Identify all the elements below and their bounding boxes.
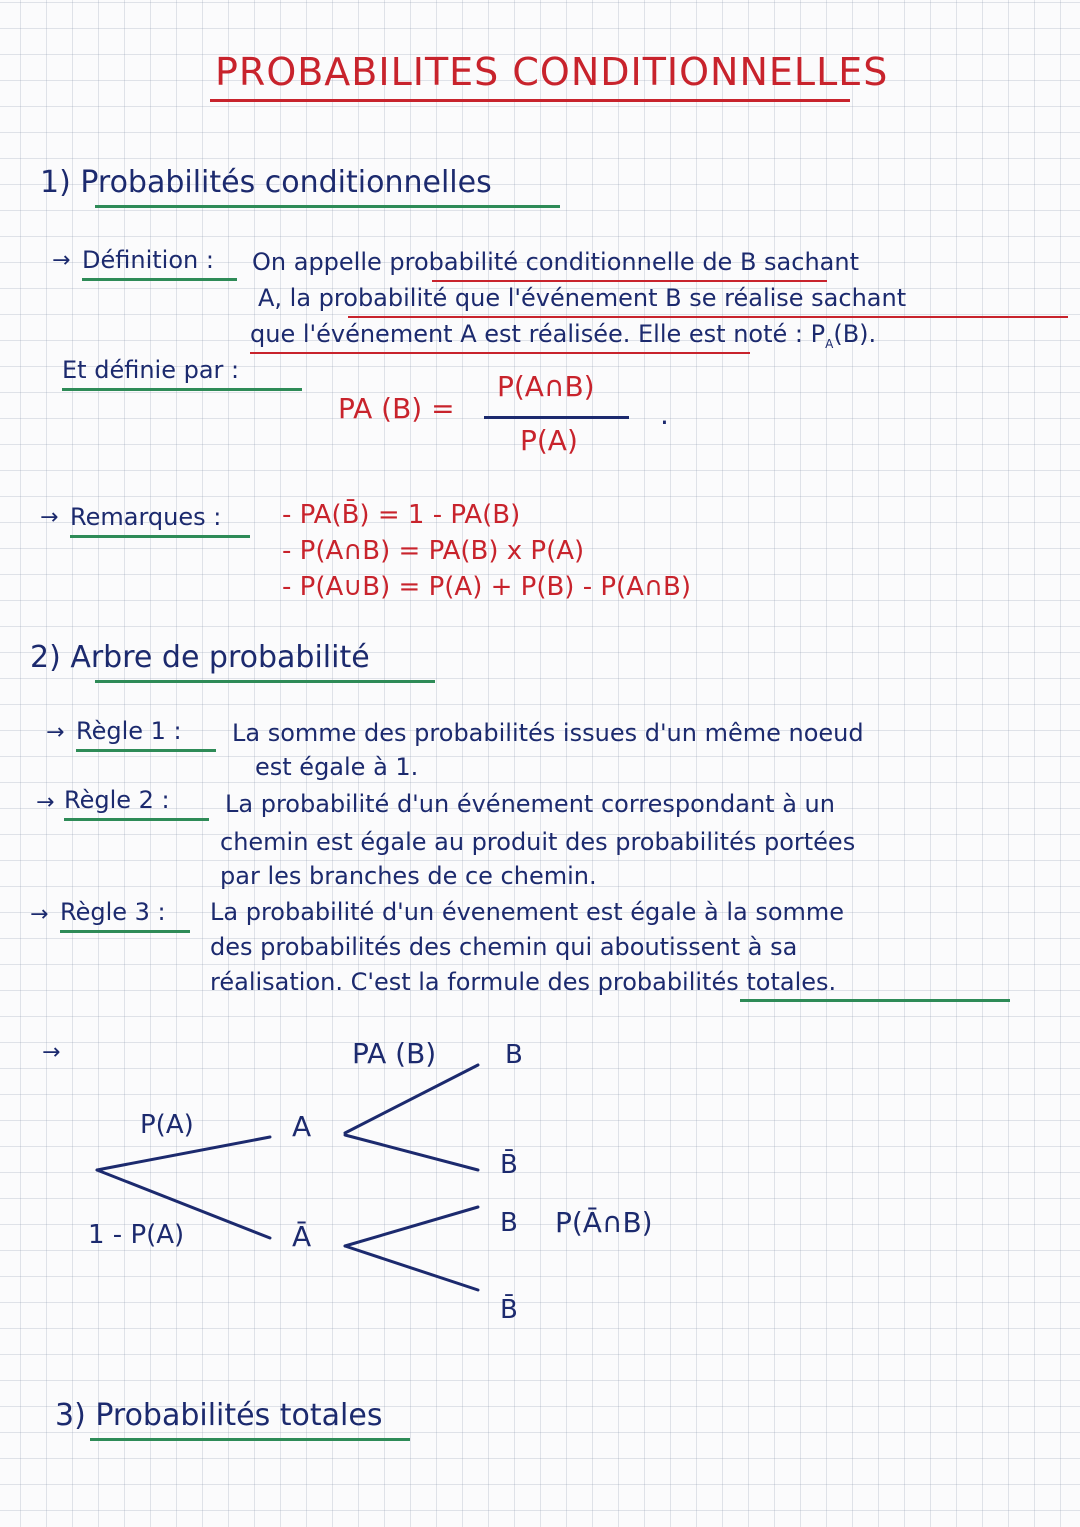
rule-1-label: Règle 1 : xyxy=(76,717,182,745)
definition-line-2: A, la probabilité que l'événement B se réalise sachant xyxy=(258,284,907,312)
definition-by-underline xyxy=(62,388,302,391)
rule-1-line-1: La somme des probabilités issues d'un même noeud xyxy=(232,719,864,747)
remark-2: - P(A∩B) = PA(B) x P(A) xyxy=(282,536,585,566)
rule-2-line-3: par les branches de ce chemin. xyxy=(220,862,597,890)
definition-red-underline-3 xyxy=(250,352,750,354)
section-2-heading: 2) Arbre de probabilité xyxy=(30,640,370,675)
rule-3-underline xyxy=(60,930,190,933)
definition-line-3: que l'événement A est réalisée. Elle est noté : $P_A(B)$. xyxy=(250,320,877,351)
section-3-underline xyxy=(90,1438,410,1441)
rule-1-underline xyxy=(76,749,216,752)
tree-node-bbar-2: B̄ xyxy=(500,1295,518,1325)
branch-abar-bbar xyxy=(345,1246,478,1290)
formula-numerator: P(A∩B) xyxy=(497,370,595,403)
rule-3-line-3: réalisation. C'est la formule des probabilités totales. xyxy=(210,968,837,996)
arrow-icon: → xyxy=(30,902,49,927)
formula-fraction-bar xyxy=(484,416,629,419)
remark-3: - P(A∪B) = P(A) + P(B) - P(A∩B) xyxy=(282,572,691,602)
tree-node-b-1: B xyxy=(505,1040,523,1070)
definition-label: Définition : xyxy=(82,246,214,274)
page-title: PROBABILITES CONDITIONNELLES xyxy=(215,50,889,94)
definition-red-underline-2 xyxy=(348,316,1068,318)
remark-1: - PA(B̄) = 1 - PA(B) xyxy=(282,500,521,530)
definition-red-underline-1 xyxy=(432,280,827,282)
branch-a xyxy=(97,1137,270,1170)
section-3-heading: 3) Probabilités totales xyxy=(55,1398,383,1433)
tree-label-pa: P(A) xyxy=(140,1110,194,1140)
rule-2-line-1: La probabilité d'un événement correspondant à un xyxy=(225,790,835,818)
arrow-icon: → xyxy=(46,720,65,745)
tree-node-abar: Ā xyxy=(292,1220,312,1253)
tree-label-pabarb: P(Ā∩B) xyxy=(555,1206,653,1239)
rule-1-line-2: est égale à 1. xyxy=(255,753,419,781)
tree-label-one-minus-pa: 1 - P(A) xyxy=(88,1220,185,1250)
remarks-label: Remarques : xyxy=(70,503,222,531)
definition-line-1: On appelle probabilité conditionnelle de B sachant xyxy=(252,248,859,276)
remarks-underline xyxy=(70,535,250,538)
arrow-icon: → xyxy=(52,248,71,273)
rule-3-label: Règle 3 : xyxy=(60,898,166,926)
section-1-underline xyxy=(95,205,560,208)
formula-period: . xyxy=(660,398,669,431)
formula-lhs: PA (B) = xyxy=(338,392,455,425)
tree-node-b-2: B xyxy=(500,1208,518,1238)
branch-abar-b xyxy=(345,1207,478,1246)
tree-node-bbar-1: B̄ xyxy=(500,1150,518,1180)
arrow-icon: → xyxy=(40,505,59,530)
rule-3-line-2: des probabilités des chemin qui aboutissent à sa xyxy=(210,933,798,961)
title-underline xyxy=(210,99,850,102)
rule-2-underline xyxy=(64,818,209,821)
section-1-heading: 1) Probabilités conditionnelles xyxy=(40,165,492,200)
definition-underline xyxy=(82,278,237,281)
rule-2-label: Règle 2 : xyxy=(64,786,170,814)
rule-3-line-1: La probabilité d'un évenement est égale à la somme xyxy=(210,898,845,926)
section-2-underline xyxy=(95,680,435,683)
rule-2-line-2: chemin est égale au produit des probabilités portées xyxy=(220,828,856,856)
arrow-icon: → xyxy=(36,790,55,815)
arrow-icon: → xyxy=(42,1040,61,1065)
tree-node-a: A xyxy=(292,1110,312,1143)
tree-label-pab: PA (B) xyxy=(352,1037,437,1070)
branch-a-bbar xyxy=(345,1135,478,1170)
branch-a-b xyxy=(345,1065,478,1133)
definition-by-label: Et définie par : xyxy=(62,356,240,384)
probability-tree xyxy=(0,1000,1080,1330)
formula-denominator: P(A) xyxy=(520,424,578,457)
